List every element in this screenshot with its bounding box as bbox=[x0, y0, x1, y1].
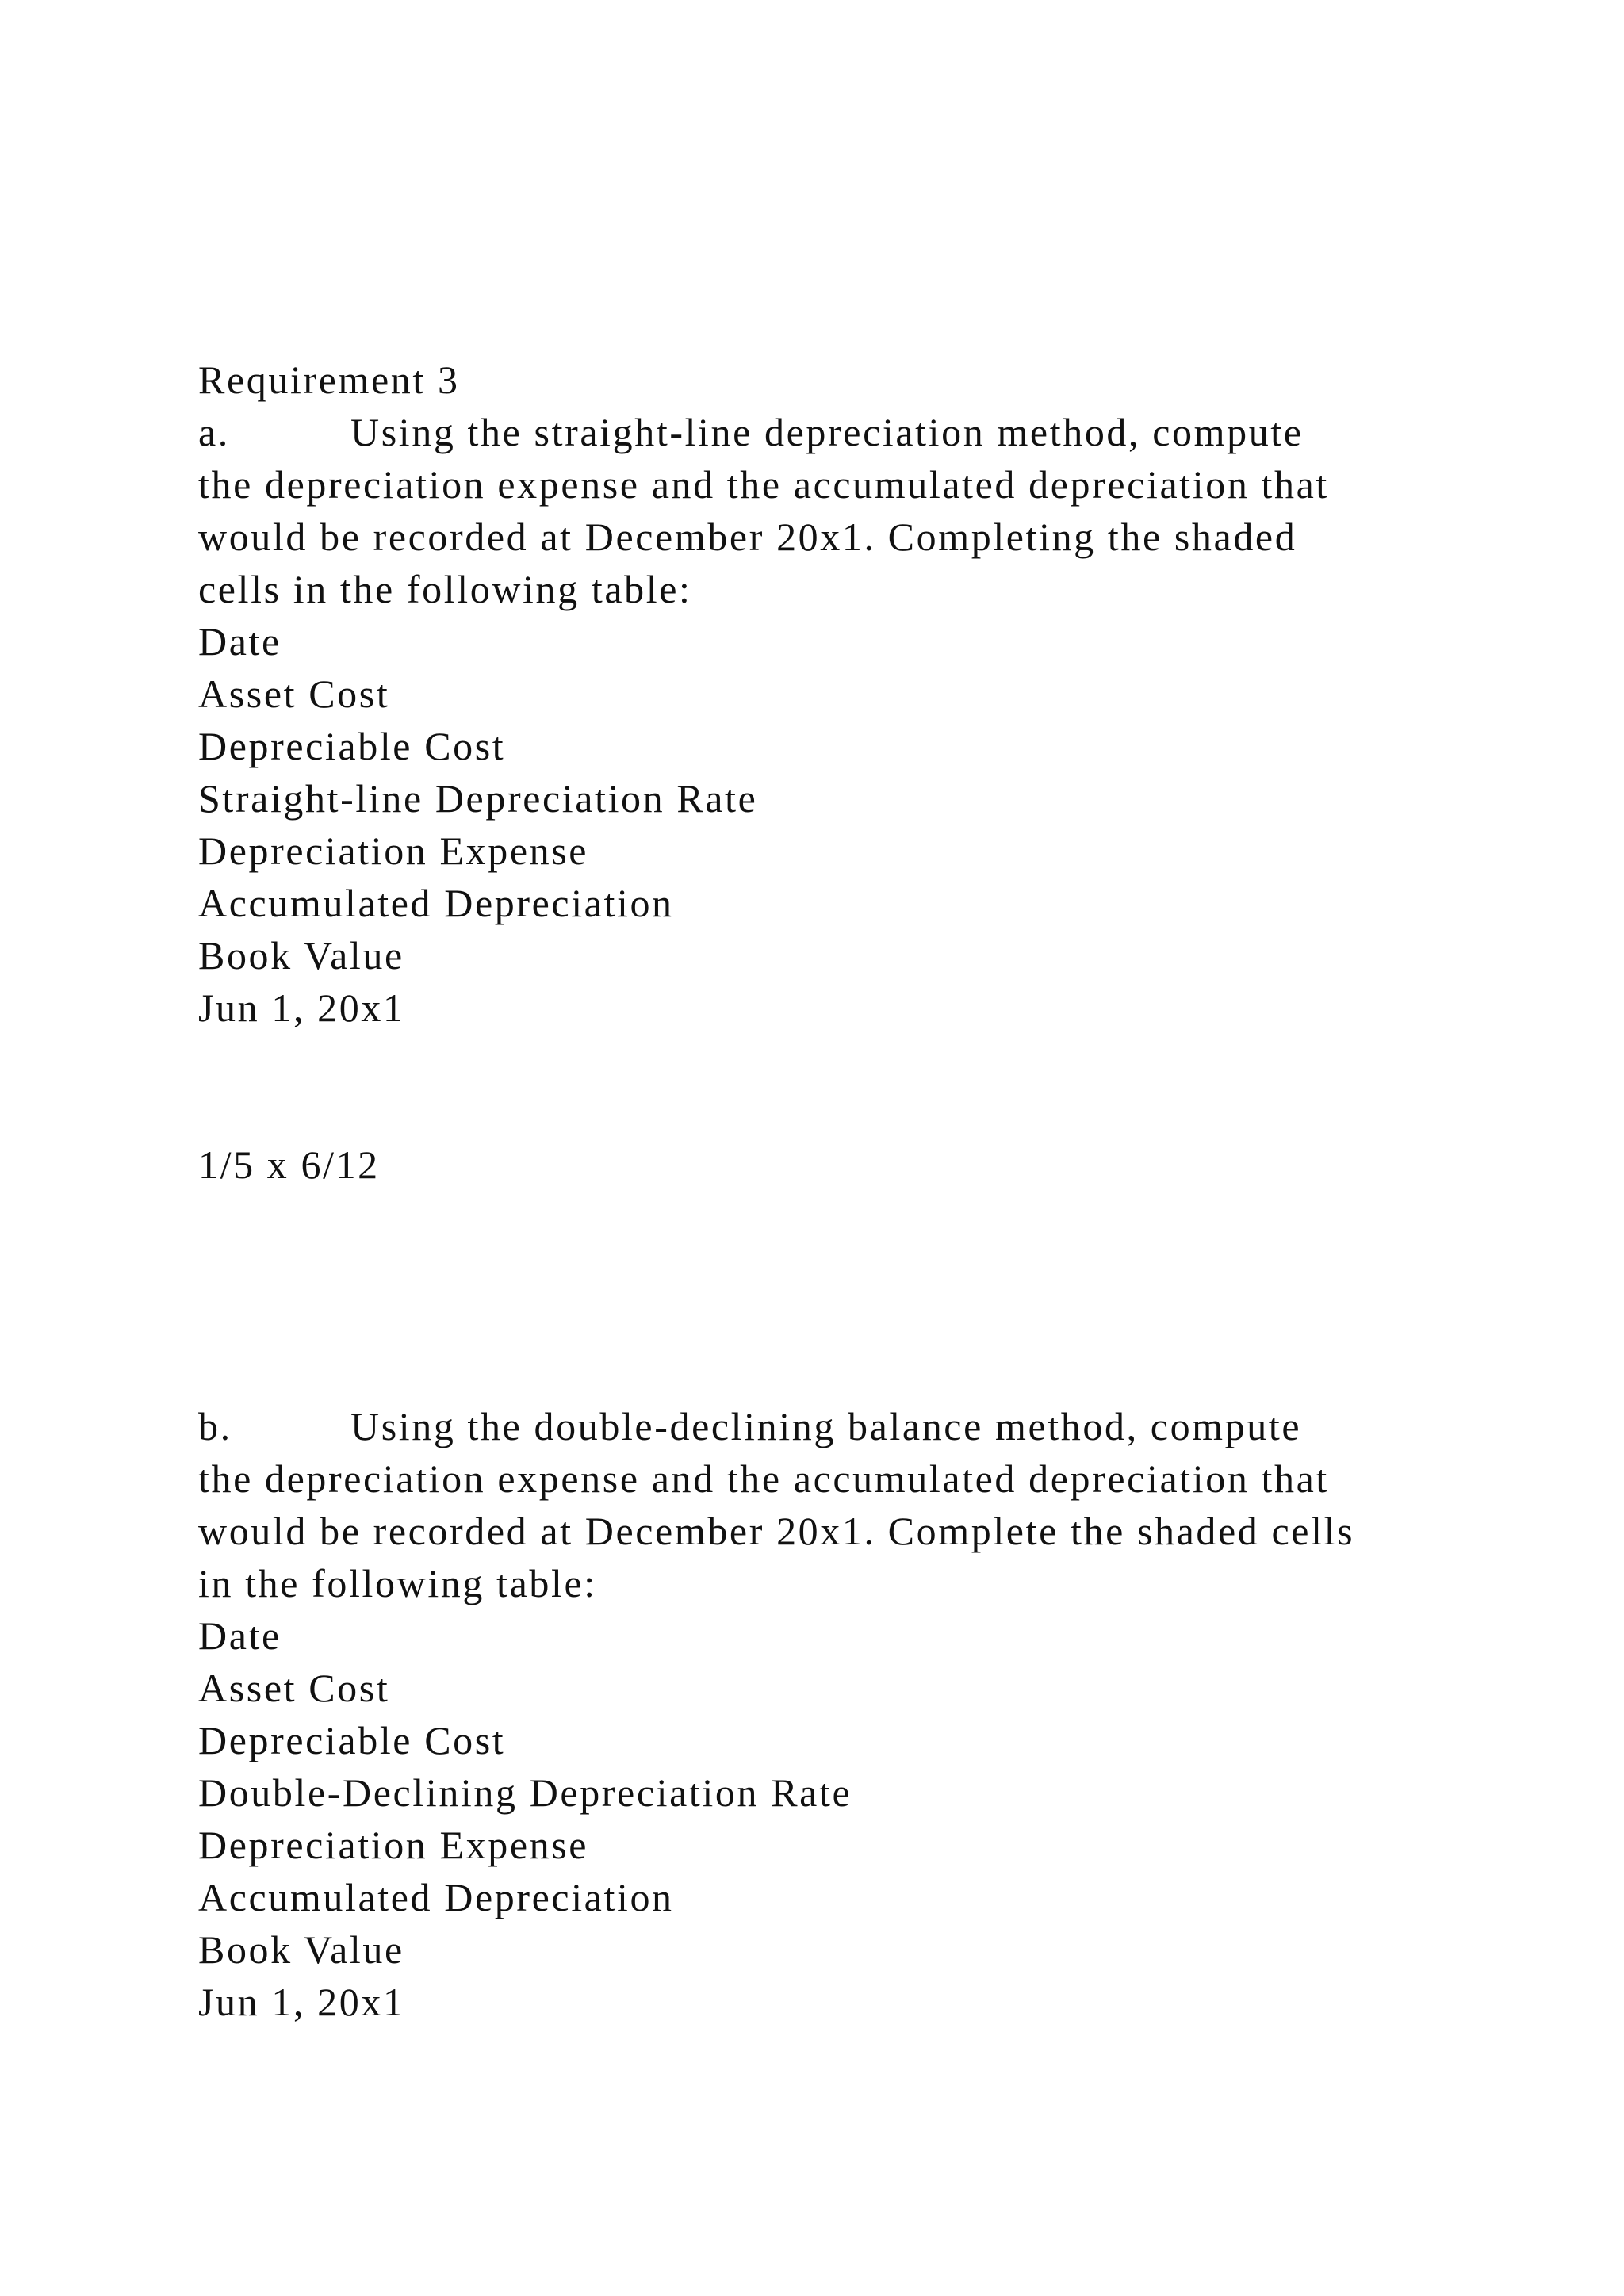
part-a-label: a. bbox=[198, 410, 230, 454]
part-b-line-1: Using the double-declining balance method, compute bbox=[350, 1404, 1302, 1448]
part-b-line-2: the depreciation expense and the accumulated depreciation that bbox=[198, 1456, 1329, 1501]
part-b-header-date: Date bbox=[198, 1613, 282, 1658]
part-a-header-asset-cost: Asset Cost bbox=[198, 672, 390, 716]
part-b-first-line bbox=[198, 1400, 1301, 1452]
part-a-header-accumulated-depreciation: Accumulated Depreciation bbox=[198, 881, 674, 925]
part-a-rate-value: 1/5 x 6/12 bbox=[198, 1142, 380, 1187]
part-a-row-date: Jun 1, 20x1 bbox=[198, 985, 405, 1030]
part-a-header-rate: Straight-line Depreciation Rate bbox=[198, 776, 758, 821]
part-b-label: b. bbox=[198, 1404, 232, 1448]
part-b-row-date: Jun 1, 20x1 bbox=[198, 1980, 405, 2024]
part-a-line-2: the depreciation expense and the accumulated depreciation that bbox=[198, 462, 1329, 507]
part-a-header-date: Date bbox=[198, 619, 282, 664]
part-b-header-asset-cost: Asset Cost bbox=[198, 1666, 390, 1710]
part-b-line-3: would be recorded at December 20x1. Complete the shaded cells bbox=[198, 1509, 1355, 1553]
part-a-line-3: would be recorded at December 20x1. Completing the shaded bbox=[198, 515, 1297, 559]
part-a-line-4: cells in the following table: bbox=[198, 567, 692, 611]
part-a-header-book-value: Book Value bbox=[198, 933, 404, 978]
part-a-first-line bbox=[198, 406, 1304, 458]
part-b-header-depreciation-expense: Depreciation Expense bbox=[198, 1823, 589, 1867]
requirement-heading: Requirement 3 bbox=[198, 358, 460, 402]
part-a-header-depreciable-cost: Depreciable Cost bbox=[198, 724, 506, 768]
part-b-header-rate: Double-Declining Depreciation Rate bbox=[198, 1770, 852, 1815]
part-b-header-book-value: Book Value bbox=[198, 1927, 404, 1972]
part-b-header-accumulated-depreciation: Accumulated Depreciation bbox=[198, 1875, 674, 1919]
part-b-header-depreciable-cost: Depreciable Cost bbox=[198, 1718, 506, 1762]
part-a-line-1: Using the straight-line depreciation method, compute bbox=[350, 410, 1304, 454]
part-b-line-4: in the following table: bbox=[198, 1561, 597, 1605]
part-a-header-depreciation-expense: Depreciation Expense bbox=[198, 828, 589, 873]
